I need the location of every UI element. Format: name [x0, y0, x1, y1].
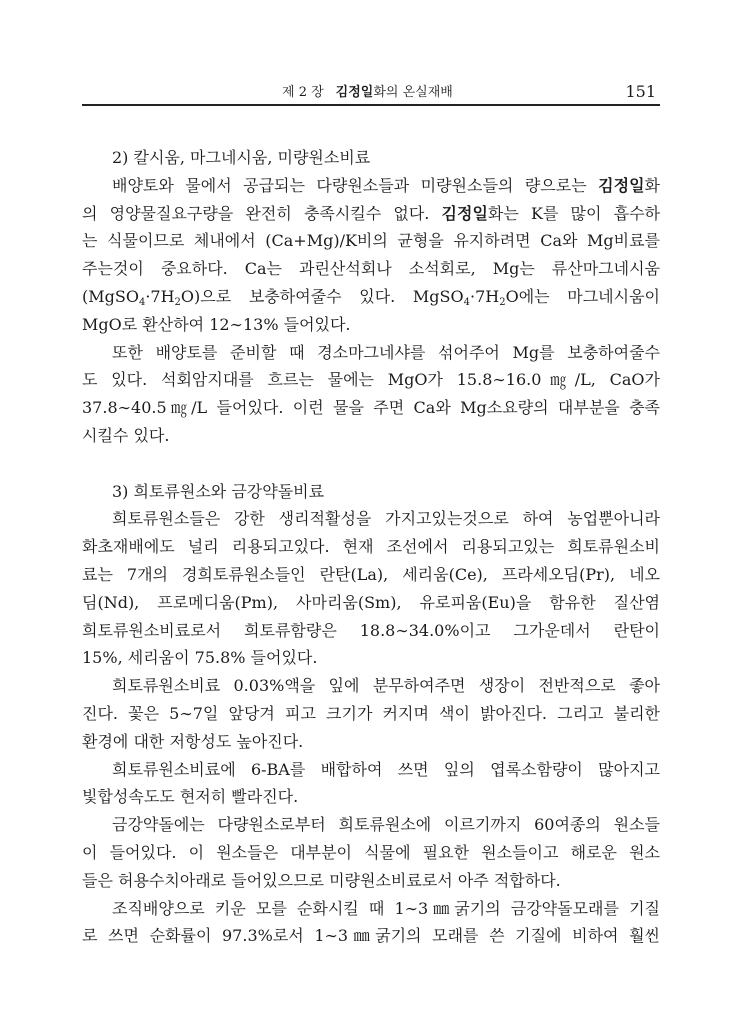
paragraph — [82, 505, 660, 672]
text-span: 희토류원소비료로서 희토류함량은 18.8∼34.0%이고 그가운데서 란탄이 — [82, 620, 660, 640]
bold-text: 김정일 — [441, 203, 488, 223]
text-line — [82, 783, 660, 811]
text-span: 딤(Nd), 프로메디움(Pm), 사마리움(Sm), 유로피움(Eu)을 함유한 질산염 — [82, 592, 660, 612]
page-body — [82, 144, 660, 950]
chapter-label: 제 2 장 — [282, 85, 324, 100]
subscript: 4 — [138, 296, 146, 308]
text-span: 화초재배에도 널리 리용되고있다. 현재 조선에서 리용되고있는 희토류원소비 — [82, 537, 660, 557]
text-span: 화 — [644, 175, 660, 195]
text-line — [82, 227, 660, 255]
text-span: 시킬수 있다. — [82, 425, 170, 445]
section — [82, 144, 660, 450]
running-header — [0, 0, 740, 110]
text-line — [82, 756, 660, 784]
paragraph — [82, 172, 660, 339]
subscript: 4 — [463, 296, 470, 308]
text-line — [82, 839, 660, 867]
text-line — [82, 644, 660, 672]
text-span: 희토류원소들은 강한 생리적활성을 가지고있는것으로 하여 농업뿐아니라 — [112, 509, 660, 529]
subscript: 2 — [174, 296, 181, 308]
text-line — [82, 811, 660, 839]
text-span: ·7H — [145, 286, 175, 306]
text-span: 환경에 대한 저항성도 높아진다. — [82, 731, 304, 751]
section-heading: 2) 칼시움, 마그네시움, 미량원소비료 — [112, 148, 371, 167]
running-title-bold: 김정일 — [335, 85, 374, 100]
text-line — [82, 895, 660, 923]
text-line — [82, 172, 660, 200]
text-span: 진다. 꽃은 5∼7일 앞당겨 피고 크기가 커지며 색이 밝아진다. 그리고 불리한 — [82, 703, 660, 723]
text-span: MgO로 환산하여 12∼13% 들어있다. — [82, 314, 351, 334]
text-span: 로 쓰면 순화률이 97.3%로서 1∼3㎜굵기의 모래를 쓴 기질에 비하여 훨씬 — [82, 926, 660, 946]
section-heading: 3) 희토류원소와 금강약돌비료 — [112, 481, 325, 501]
text-line — [82, 200, 660, 228]
text-line — [82, 867, 660, 895]
text-line — [82, 533, 660, 561]
text-line — [82, 255, 660, 283]
text-line — [82, 505, 660, 533]
subscript: 2 — [499, 296, 506, 308]
text-span: 15%, 세리움이 75.8% 들어있다. — [82, 648, 318, 668]
text-span: 희토류원소비료에 6-BA를 배합하여 쓰면 잎의 엽록소함량이 많아지고 — [112, 759, 660, 779]
text-span: 금강약돌에는 다량원소로부터 희토류원소에 이르기까지 60여종의 원소들 — [112, 815, 660, 835]
text-span: 37.8∼40.5㎎/L 들어있다. 이런 물을 주면 Ca와 Mg소요량의 대부분을 충족 — [82, 398, 660, 418]
text-span: 화는 K를 많이 흡수하 — [487, 203, 660, 223]
text-span: O에는 마그네시움이 — [505, 286, 660, 306]
paragraph — [82, 895, 660, 951]
paragraph — [82, 756, 660, 812]
paragraph — [82, 811, 660, 894]
text-span: 료는 7개의 경희토류원소들인 란탄(La), 세리움(Ce), 프라세오딤(Pr), 네오 — [82, 564, 660, 584]
text-span: 또한 배양토를 준비할 때 경소마그네샤를 섞어주어 Mg를 보충하여줄수 — [112, 342, 660, 362]
text-line — [82, 366, 660, 394]
text-span: O)으로 보충하여줄수 있다. MgSO — [180, 286, 464, 306]
text-line — [82, 589, 660, 617]
text-line — [82, 394, 660, 422]
section — [82, 478, 660, 951]
text-line — [82, 672, 660, 700]
text-line — [82, 728, 660, 756]
text-line — [82, 617, 660, 645]
text-span: 이 들어있다. 이 원소들은 대부분이 식물에 필요한 원소들이고 해로운 원소 — [82, 842, 660, 862]
paragraph — [82, 672, 660, 755]
paragraph — [82, 339, 660, 450]
text-line — [82, 311, 660, 339]
text-span: 도 있다. 석회암지대를 흐르는 물에는 MgO가 15.8∼16.0㎎/L, CaO가 — [82, 370, 660, 390]
text-span: 빛합성속도도 현저히 빨라진다. — [82, 787, 299, 807]
text-line — [82, 922, 660, 950]
text-line — [82, 700, 660, 728]
text-line — [82, 283, 660, 311]
text-span: 희토류원소비료 0.03%액을 잎에 분무하여주면 생장이 전반적으로 좋아 — [112, 676, 660, 696]
running-title — [282, 85, 453, 101]
running-title-rest: 화의 온실재배 — [373, 85, 453, 100]
text-line — [82, 561, 660, 589]
text-span: 주는것이 중요하다. Ca는 과린산석회나 소석회로, Mg는 류산마그네시움 — [82, 259, 660, 279]
text-span: 는 식물이므로 체내에서 (Ca+Mg)/K비의 균형을 유지하려면 Ca와 Mg비료를 — [82, 231, 660, 251]
text-span: ·7H — [469, 286, 500, 306]
bold-text: 김정일 — [598, 175, 645, 195]
text-span: 의 영양물질요구량을 완전히 충족시킬수 없다. — [82, 203, 442, 223]
header-rule — [82, 104, 660, 106]
text-line — [82, 422, 660, 450]
text-span: 들은 허용수치아래로 들어있으므로 미량원소비료로서 아주 적합하다. — [82, 870, 561, 890]
text-span: 배양토와 물에서 공급되는 다량원소들과 미량원소들의 량으로는 — [112, 175, 599, 195]
page-number: 151 — [625, 82, 656, 101]
text-span: 조직배양으로 키운 모를 순화시킬 때 1∼3㎜굵기의 금강약돌모래를 기질 — [112, 898, 660, 918]
text-span: (MgSO — [82, 286, 139, 306]
text-line — [82, 339, 660, 367]
